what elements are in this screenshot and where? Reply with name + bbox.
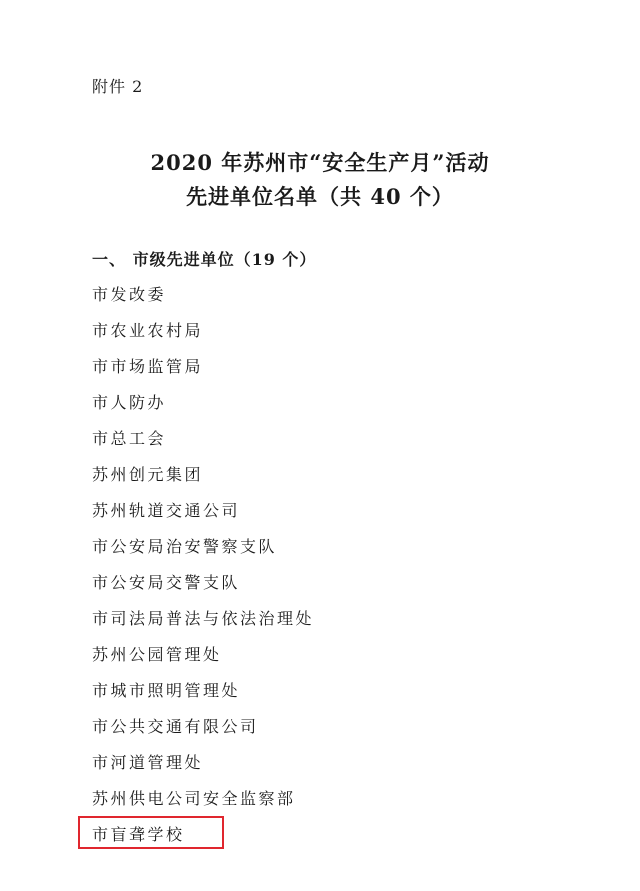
list-item: 苏州公园管理处 — [92, 645, 222, 664]
list-item: 市公安局交警支队 — [92, 573, 241, 592]
list-item: 市农业农村局 — [92, 321, 204, 340]
list-item: 市公安局治安警察支队 — [92, 537, 278, 556]
section-heading: 一、 市级先进单位（19 个） — [92, 250, 317, 269]
list-item: 苏州创元集团 — [92, 465, 204, 484]
list-item: 市公共交通有限公司 — [92, 717, 259, 736]
list-item: 苏州供电公司安全监察部 — [92, 789, 296, 808]
list-item: 市人防办 — [92, 393, 167, 412]
list-item-highlighted: 市盲聋学校 — [92, 825, 185, 844]
list-item: 市发改委 — [92, 285, 167, 304]
highlight-box — [78, 816, 224, 849]
list-item: 市城市照明管理处 — [92, 681, 241, 700]
document-title-line-2: 先进单位名单（共 40 个） — [186, 184, 454, 209]
list-item: 市司法局普法与依法治理处 — [92, 609, 315, 628]
list-item: 市总工会 — [92, 429, 167, 448]
attachment-label: 附件 2 — [92, 77, 144, 96]
document-title-line-1: 2020 年苏州市“安全生产月”活动 — [150, 150, 490, 175]
list-item: 苏州轨道交通公司 — [92, 501, 241, 520]
list-item: 市市场监管局 — [92, 357, 204, 376]
list-item: 市河道管理处 — [92, 753, 204, 772]
unit-list — [92, 284, 314, 860]
